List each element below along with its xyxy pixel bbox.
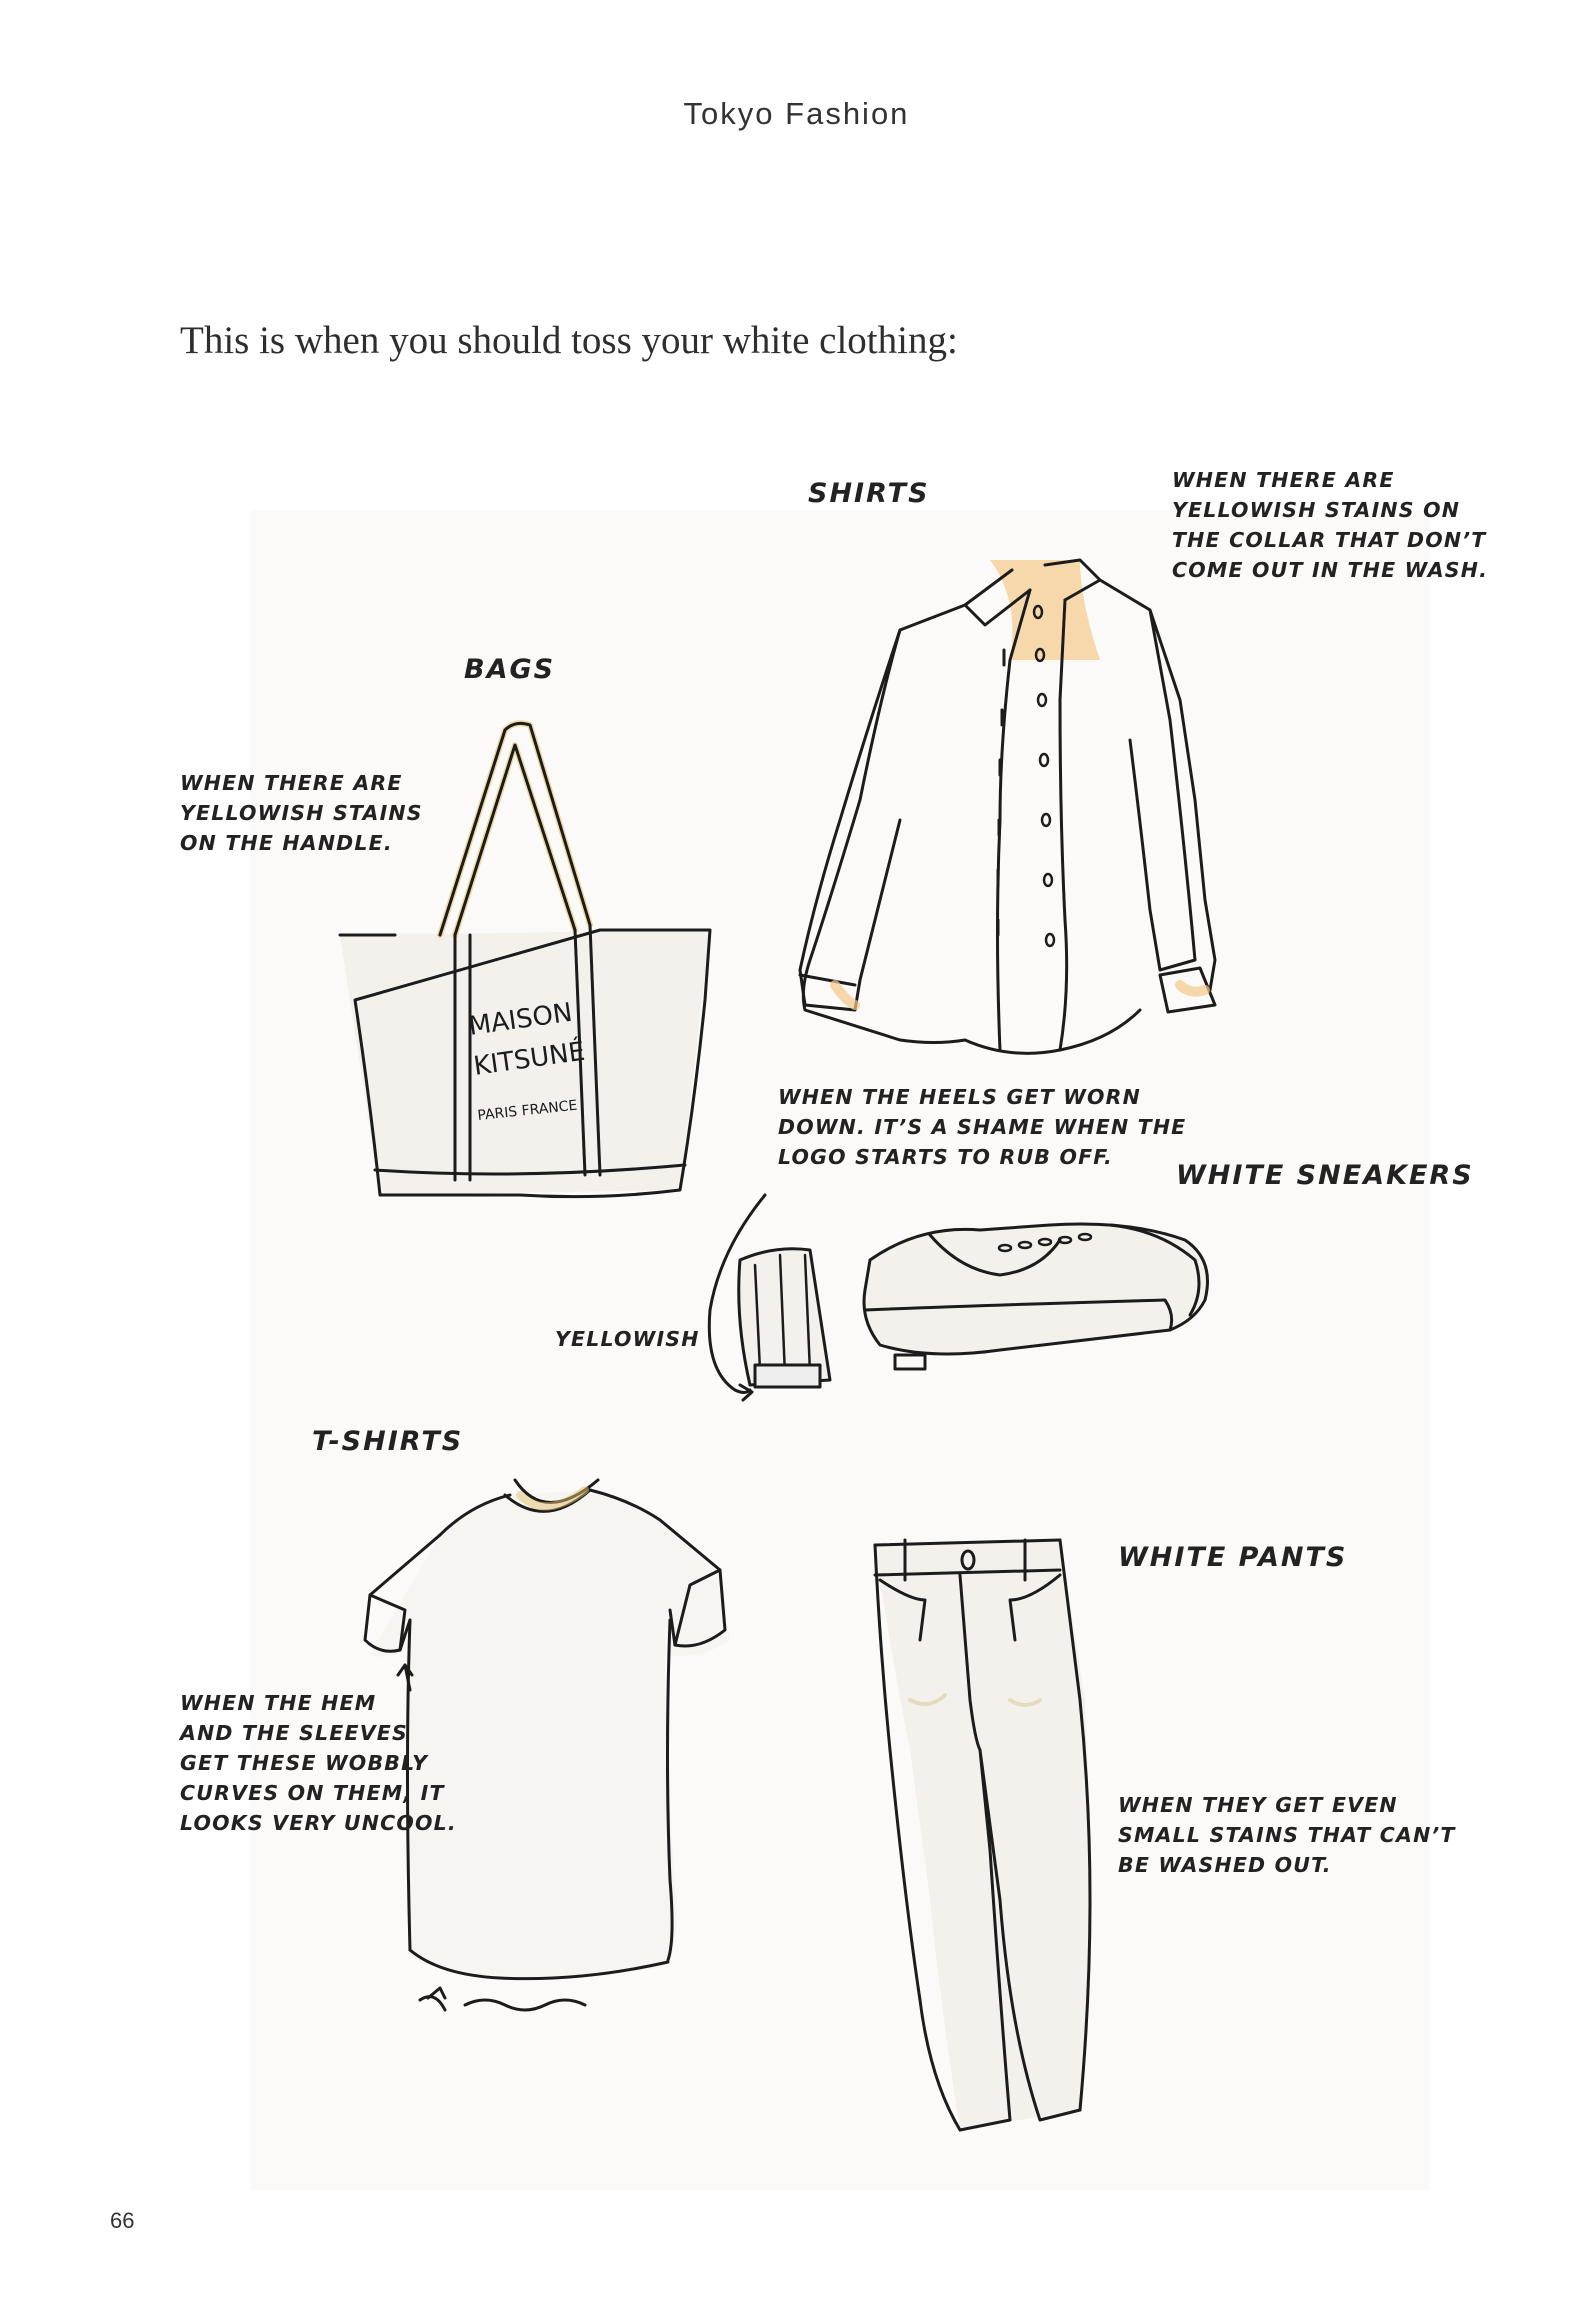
note-line: WHEN THE HEELS GET WORN	[778, 1085, 1142, 1109]
sneaker-heel-label	[755, 1365, 820, 1387]
bags-note	[180, 768, 423, 858]
note-line: THE COLLAR THAT DON’T	[1172, 528, 1487, 552]
bag-logo-line-3: PARIS FRANCE	[476, 1097, 579, 1124]
tshirts-label: T-SHIRTS	[312, 1426, 464, 1457]
note-line: WHEN THE HEM	[180, 1691, 377, 1715]
note-line: DOWN. IT’S A SHAME WHEN THE	[778, 1115, 1187, 1139]
note-line: BE WASHED OUT.	[1118, 1853, 1332, 1877]
note-line: ON THE HANDLE.	[180, 831, 393, 855]
tshirts-note	[180, 1688, 457, 1838]
pants-note	[1118, 1790, 1456, 1880]
note-line: AND THE SLEEVES	[180, 1721, 408, 1745]
note-line: WHEN THERE ARE	[180, 771, 403, 795]
bag-logo-line-1: MAISON	[466, 997, 575, 1042]
shirts-note	[1172, 465, 1488, 585]
bags-label: BAGS	[464, 654, 556, 685]
white-pants-label: WHITE PANTS	[1118, 1542, 1348, 1573]
note-line: WHEN THERE ARE	[1172, 468, 1395, 492]
note-line: GET THESE WOBBLY	[180, 1751, 429, 1775]
running-head: Tokyo Fashion	[683, 96, 910, 131]
page-number: 66	[110, 2208, 135, 2233]
note-line: WHEN THEY GET EVEN	[1118, 1793, 1398, 1817]
note-line: LOGO STARTS TO RUB OFF.	[778, 1145, 1113, 1169]
bag-logo-line-2: KITSUNÉ	[471, 1036, 587, 1082]
shirts-label: SHIRTS	[808, 478, 930, 509]
sneakers-yellowish-callout: YELLOWISH	[555, 1327, 700, 1351]
note-line: SMALL STAINS THAT CAN’T	[1118, 1823, 1456, 1847]
note-line: COME OUT IN THE WASH.	[1172, 558, 1489, 582]
sneakers-note	[778, 1082, 1186, 1172]
white-sneakers-label: WHITE SNEAKERS	[1176, 1160, 1474, 1191]
note-line: LOOKS VERY UNCOOL.	[180, 1811, 457, 1835]
note-line: YELLOWISH STAINS ON	[1172, 498, 1461, 522]
note-line: CURVES ON THEM, IT	[180, 1781, 445, 1805]
lead-text: This is when you should toss your white clothing:	[180, 319, 958, 362]
note-line: YELLOWISH STAINS	[180, 801, 423, 825]
